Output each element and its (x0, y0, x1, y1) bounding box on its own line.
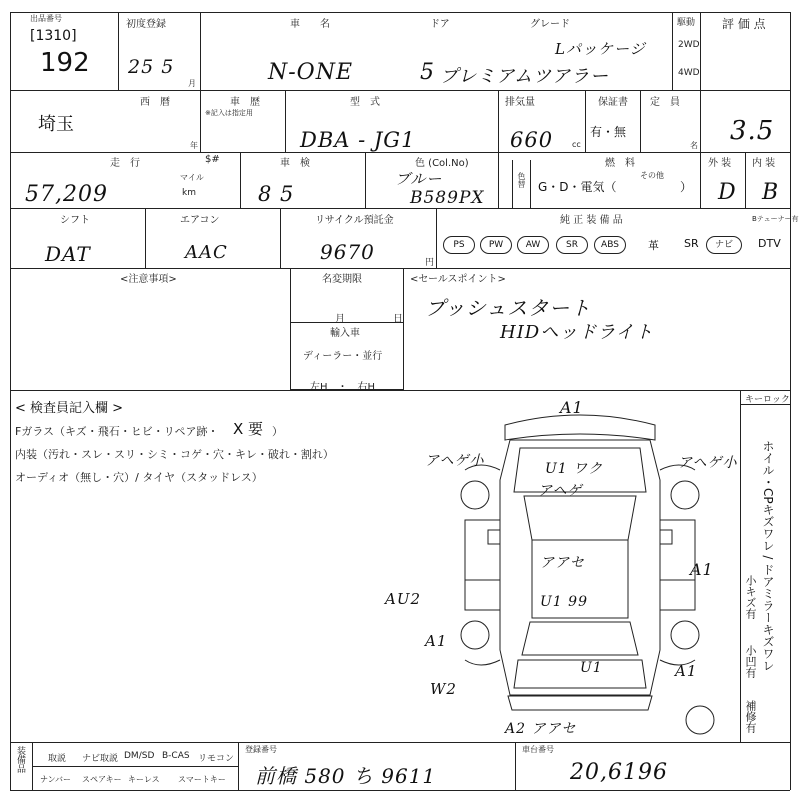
door-value: 5 (420, 60, 435, 85)
damage-mark: A2 アアセ (505, 721, 577, 737)
fuel-value: G・D・電気（ (538, 180, 617, 194)
damage-mark: アヘゲ小 (425, 453, 485, 469)
import-label: 輸入車 (330, 328, 360, 339)
equip-aw: AW (517, 236, 549, 254)
drive-2wd: 2WD (678, 40, 700, 50)
shift-label: シフト (60, 215, 90, 226)
score-label: 評 価 点 (722, 17, 766, 31)
damage-mark: アアセ (540, 555, 585, 571)
change-month: 月 (335, 314, 345, 325)
inspection-value: 8 5 (258, 182, 295, 206)
history-note: ※記入は指定用 (205, 109, 253, 117)
door-label: ドア (430, 19, 450, 30)
mileage-value: 57,209 (25, 182, 108, 207)
footer-item: DM/SD (124, 751, 155, 761)
sales-label: <セールスポイント> (410, 274, 506, 285)
damage-mark: アヘゲ (538, 483, 583, 499)
grade-label: グレード (530, 19, 570, 30)
venue-code: [1310] (30, 28, 77, 44)
exterior-label: 外 装 (708, 158, 732, 169)
grade-value: プレミアムツアラー (440, 66, 610, 87)
damage-mark: A1 (560, 398, 584, 417)
car-name-value: N-ONE (268, 60, 354, 85)
fuel-label: 燃 料 (605, 158, 635, 169)
color-code: B589PX (410, 188, 485, 208)
car-name-label: 車 名 (290, 19, 330, 30)
month-suffix: 月 (188, 79, 196, 88)
equip-label: 純 正 装 備 品 (560, 215, 623, 226)
side-repair: 補修有 (744, 700, 757, 733)
footer-item: キーレス (128, 775, 160, 784)
equip-ps: PS (443, 236, 475, 254)
shift-value: DAT (45, 242, 91, 266)
equip-sunroof: SR (684, 237, 699, 250)
dealer-label: ディーラー・並行 (303, 351, 383, 362)
exterior-value: D (718, 180, 737, 205)
km-label: km (182, 188, 196, 198)
person-suffix: 名 (690, 141, 698, 150)
inspection-line1: Fガラス（キズ・飛石・ヒビ・リペア跡・ (15, 425, 219, 438)
tuner-label: Bテューナー有 (752, 215, 799, 223)
interior-value: B (762, 180, 780, 205)
change-label: 名変期限 (322, 274, 362, 285)
color-side: 色替 (517, 172, 526, 188)
year-suffix: 年 (190, 141, 198, 150)
fuel-other: その他 (640, 171, 664, 180)
drive-label: 駆動 (677, 18, 696, 28)
footer-item: B-CAS (162, 751, 190, 761)
equip-sr: SR (556, 236, 588, 254)
displacement-value: 660 (510, 128, 554, 152)
sales-line1: プッシュスタート (425, 296, 592, 320)
lot-number: 192 (40, 48, 90, 78)
damage-mark: A1 (690, 560, 714, 579)
damage-mark: W2 (430, 680, 457, 698)
color-value: ブルー (395, 170, 443, 188)
footer-item: スペアキー (82, 775, 122, 784)
yen-label: 円 (425, 258, 435, 268)
inspection-line1-mark: X 要 (233, 420, 264, 438)
equip-dtv: DTV (758, 237, 781, 250)
footer-item: ナビ取説 (82, 754, 119, 764)
damage-mark: U1 99 (540, 594, 588, 610)
dollar-label: $# (205, 154, 220, 165)
era-label: 西 暦 (140, 97, 170, 108)
footer-item: ナンバー (40, 775, 72, 784)
model-value: DBA - JG1 (300, 128, 416, 152)
first-reg-value: 25 5 (128, 56, 175, 78)
damage-mark: A1 (675, 662, 698, 680)
region: 埼玉 (38, 114, 74, 135)
chassis-value: 20,6196 (570, 760, 668, 785)
side-small2: 小凹有 (744, 645, 757, 678)
interior-label: 内 装 (752, 158, 776, 169)
displacement-label: 排気量 (505, 97, 535, 108)
damage-mark: U1 ワク (545, 461, 604, 477)
damage-mark: AU2 (385, 590, 422, 608)
score-value: 3.5 (730, 116, 775, 146)
mile-label: マイル (180, 173, 204, 182)
inspection-line1-close: ） (272, 425, 283, 438)
caution-label: <注意事項> (120, 274, 177, 285)
side-small1: 小キズ有 (744, 575, 757, 619)
warranty-value: 有・無 (590, 125, 627, 139)
drive-4wd: 4WD (678, 68, 700, 78)
key-label: キーロック (745, 395, 790, 405)
equip-abs: ABS (594, 236, 626, 254)
inspection-label: 車 検 (280, 158, 310, 169)
fuel-close: ） (680, 180, 693, 194)
footer-item: スマートキー (178, 775, 226, 784)
inspection-line3: オーディオ（無し・穴）/ タイヤ（スタッドレス） (15, 471, 263, 484)
footer-item: 取説 (48, 754, 67, 764)
model-label: 型 式 (350, 97, 380, 108)
mileage-label: 走 行 (110, 158, 140, 169)
recycle-label: リサイクル預託金 (315, 215, 394, 226)
reg-label: 登録番号 (245, 745, 277, 754)
equip-pw: PW (480, 236, 512, 254)
reg-value: 前橋 580 ち 9611 (255, 764, 437, 788)
chassis-label: 車台番号 (522, 745, 554, 754)
damage-mark: U1 (580, 660, 603, 676)
capacity-label: 定 員 (650, 97, 680, 108)
color-label: 色 (Col.No) (415, 158, 469, 169)
footer-item: リモコン (198, 754, 235, 764)
inspection-title: < 検査員記入欄 > (15, 401, 124, 416)
warranty-label: 保証書 (598, 97, 628, 108)
first-reg-label: 初度登録 (126, 19, 166, 30)
change-day: 日 (393, 314, 403, 325)
cc-label: cc (572, 140, 581, 149)
equip-leather: 革 (648, 239, 659, 252)
side-text: ホイル・CPキズワレ / ドアミラーキズワレ (761, 440, 775, 672)
ac-label: エアコン (180, 215, 220, 226)
damage-mark: アヘゲ小 (678, 455, 738, 471)
footer-side-label: 装備品 (15, 746, 25, 773)
history-label: 車 歴 (230, 97, 260, 108)
recycle-value: 9670 (320, 240, 375, 264)
ac-value: AAC (185, 242, 228, 263)
handle-label: 左H ・ 右H (310, 382, 376, 393)
inspection-line2: 内装（汚れ・スレ・スリ・シミ・コゲ・穴・キレ・破れ・割れ） (15, 448, 334, 461)
damage-mark: A1 (425, 632, 448, 650)
sales-line2: HIDヘッドライト (500, 322, 654, 343)
equip-navi: ナビ (706, 236, 742, 254)
venue-label: 出品番号 (30, 14, 62, 23)
grade-extra: Lパッケージ (555, 40, 646, 58)
